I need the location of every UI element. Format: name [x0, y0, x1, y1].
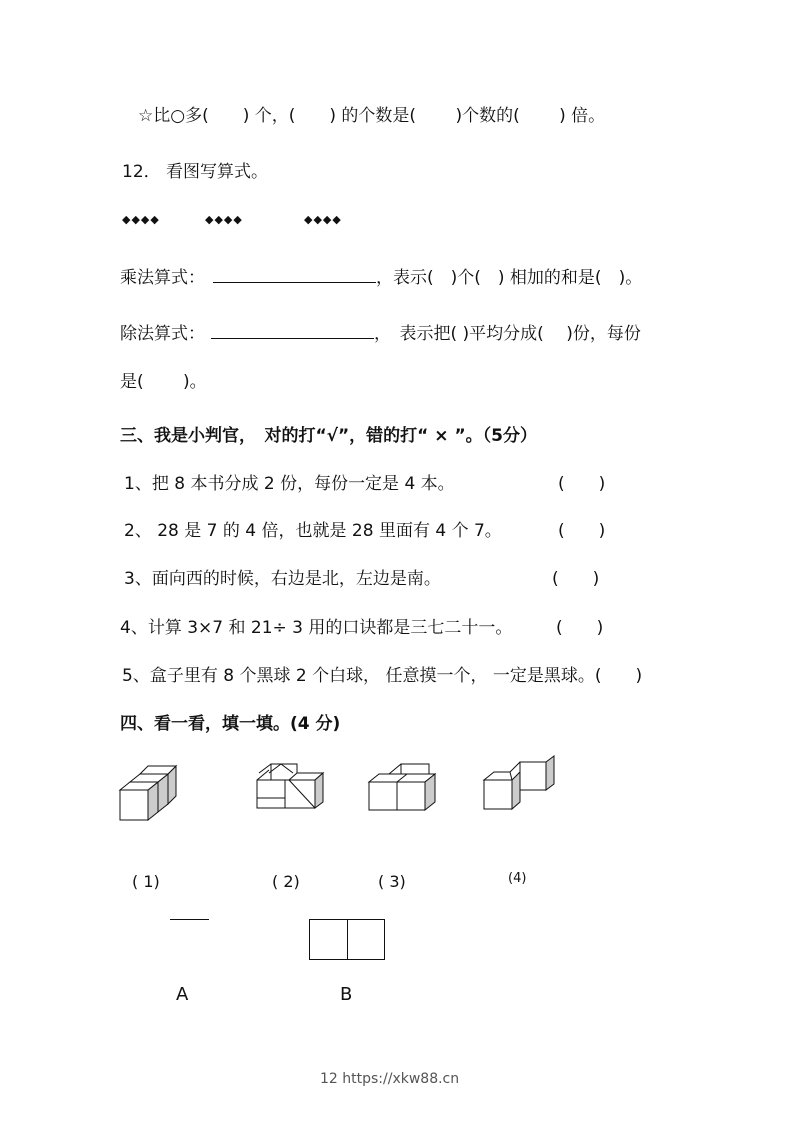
view-b-shape [309, 919, 385, 960]
diamond-group-2: ◆◆◆◆ [205, 213, 243, 226]
diamond-group-3: ◆◆◆◆ [304, 213, 342, 226]
q12-title: 12． 看图写算式。 [122, 162, 269, 182]
multiplication-description: ，表示( )个( ) 相加的和是( )。 [376, 268, 643, 288]
cube-figure-3 [367, 760, 439, 815]
judge-item-4: 4、计算 3×7 和 21÷ 3 用的口诀都是三七二十一。 [120, 618, 513, 638]
section4-title: 四、看一看，填一填。(4 分) [120, 714, 341, 734]
judge-answer-1[interactable]: ( ) [558, 474, 606, 494]
cube-figure-1 [118, 760, 188, 825]
division-answer-blank[interactable] [211, 320, 374, 339]
division-description-cont: 是( )。 [120, 372, 207, 392]
section3-title: 三、我是小判官， 对的打“√”，错的打“ × ”。（5分） [120, 426, 537, 446]
division-description: ， 表示把( )平均分成( )份，每份 [374, 324, 641, 344]
division-row [120, 320, 641, 346]
q11-text: ☆比○多( ) 个，( ) 的个数是( )个数的( ) 倍。 [138, 106, 606, 126]
judge-item-3: 3、面向西的时候，右边是北，左边是南。 [124, 569, 441, 589]
view-a-shape [170, 919, 209, 920]
view-label-a: A [176, 984, 189, 1005]
multiplication-answer-blank[interactable] [213, 264, 376, 283]
multiplication-label: 乘法算式： [120, 268, 205, 288]
judge-item-5: 5、盒子里有 8 个黑球 2 个白球， 任意摸一个， 一定是黑球。( ) [122, 666, 643, 686]
judge-answer-4[interactable]: ( ) [556, 618, 604, 638]
multiplication-row [120, 264, 642, 290]
page-footer: 12 https://xkw88.cn [320, 1071, 460, 1087]
judge-answer-3[interactable]: ( ) [552, 569, 600, 589]
cube-figure-2 [255, 760, 327, 815]
figure-label-4: (4) [508, 871, 527, 886]
diamond-group-1: ◆◆◆◆ [122, 213, 160, 226]
view-b-divider [347, 920, 348, 959]
figure-label-1: ( 1) [132, 872, 160, 891]
judge-item-2: 2、 28 是 7 的 4 倍，也就是 28 里面有 4 个 7。 [124, 521, 502, 541]
cube-figure-4 [482, 760, 558, 815]
judge-item-1: 1、把 8 本书分成 2 份，每份一定是 4 本。 [124, 474, 455, 494]
view-label-b: B [340, 984, 353, 1005]
figure-label-2: ( 2) [272, 872, 300, 891]
figure-label-3: ( 3) [378, 872, 406, 891]
division-label: 除法算式： [120, 324, 205, 344]
judge-answer-2[interactable]: ( ) [558, 521, 606, 541]
